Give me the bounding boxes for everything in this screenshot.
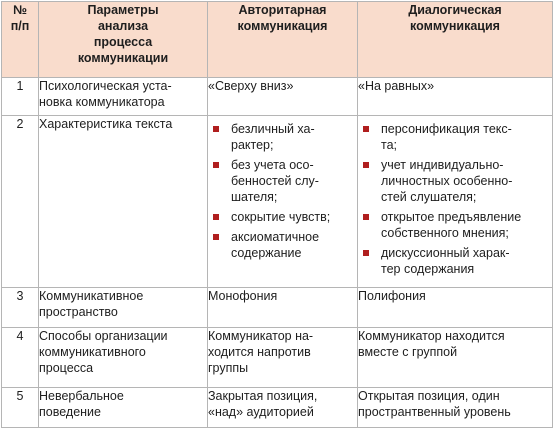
- cell-line: аксиоматичное: [231, 230, 320, 244]
- row-dialogic: [358, 328, 553, 388]
- row-authoritarian: [208, 288, 358, 328]
- table-row: [2, 328, 553, 388]
- bullet-square-icon: [363, 126, 369, 132]
- cell-line: учет индивидуально-: [381, 158, 504, 172]
- cell-line: процесса: [39, 361, 94, 375]
- table-row: [2, 388, 553, 428]
- list-item: [363, 157, 552, 205]
- row-dialogic: [358, 288, 553, 328]
- list-item: [213, 121, 357, 153]
- header-params-line: процесса: [93, 35, 153, 49]
- header-dialogic-line: коммуникация: [410, 19, 500, 33]
- header-num-line: №: [13, 3, 27, 17]
- bullet-square-icon: [363, 214, 369, 220]
- cell-line: пространтвенный уровень: [358, 405, 511, 419]
- header-num: [2, 2, 39, 78]
- cell-line: персонификация текс-: [381, 122, 512, 136]
- cell-line: тер содержания: [381, 262, 475, 276]
- header-num-line: п/п: [10, 19, 30, 33]
- row-number: 2: [2, 116, 39, 288]
- comparison-table: [1, 1, 553, 428]
- header-authoritarian: [208, 2, 358, 78]
- cell-line: та;: [381, 138, 398, 152]
- header-params: [39, 2, 208, 78]
- cell-line: шателя;: [231, 190, 278, 204]
- cell-line: Характеристика текста: [39, 117, 173, 131]
- row-authoritarian: [208, 78, 358, 116]
- cell-line: Открытая позиция, один: [358, 389, 500, 403]
- row-parameter: [39, 328, 208, 388]
- header-dialogic: [358, 2, 553, 78]
- cell-line: безличный ха-: [231, 122, 315, 136]
- cell-line: Коммуникативное: [39, 289, 144, 303]
- bullet-square-icon: [363, 250, 369, 256]
- cell-line: дискуссионный харак-: [381, 246, 510, 260]
- bullet-square-icon: [213, 214, 219, 220]
- header-params-line: Параметры: [87, 3, 159, 17]
- bullet-square-icon: [363, 162, 369, 168]
- bullet-square-icon: [213, 162, 219, 168]
- list-item: [363, 121, 552, 153]
- list-item: [213, 229, 357, 261]
- table-row: [2, 78, 553, 116]
- cell-line: группы: [208, 361, 249, 375]
- row-number: 3: [2, 288, 39, 328]
- table-row: [2, 288, 553, 328]
- cell-line: «Сверху вниз»: [208, 79, 294, 93]
- cell-line: собственного мнения;: [381, 226, 509, 240]
- cell-line: пространство: [39, 305, 118, 319]
- row-parameter: [39, 388, 208, 428]
- cell-line: коммуникативного: [39, 345, 146, 359]
- header-row: [2, 2, 553, 78]
- list-item: [213, 209, 357, 225]
- cell-line: Невербальное: [39, 389, 124, 403]
- cell-line: личностных особенно-: [381, 174, 513, 188]
- row-authoritarian: [208, 116, 358, 288]
- list-item: [363, 245, 552, 277]
- bullet-square-icon: [213, 234, 219, 240]
- cell-line: Закрытая позиция,: [208, 389, 318, 403]
- cell-line: сокрытие чувств;: [231, 210, 331, 224]
- cell-line: новка коммуникатора: [39, 95, 165, 109]
- row-parameter: [39, 116, 208, 288]
- header-params-line: коммуникации: [77, 51, 169, 65]
- header-params-line: анализа: [97, 19, 149, 33]
- cell-line: ходится напротив: [208, 345, 311, 359]
- list-item: [213, 157, 357, 205]
- cell-line: рактер;: [231, 138, 274, 152]
- list-item: [363, 209, 552, 241]
- row-dialogic: [358, 388, 553, 428]
- cell-line: Способы организации: [39, 329, 168, 343]
- cell-line: «На равных»: [358, 79, 435, 93]
- header-authoritarian-line: Авторитарная: [238, 3, 327, 17]
- row-number: 1: [2, 78, 39, 116]
- row-dialogic: [358, 116, 553, 288]
- cell-line: вместе с группой: [358, 345, 458, 359]
- row-authoritarian: [208, 388, 358, 428]
- row-number: 5: [2, 388, 39, 428]
- cell-line: Монофония: [208, 289, 278, 303]
- table-row: [2, 116, 553, 288]
- cell-line: содержание: [231, 246, 302, 260]
- header-dialogic-line: Диалогическая: [408, 3, 502, 17]
- cell-line: Коммуникатор находится: [358, 329, 505, 343]
- cell-line: без учета осо-: [231, 158, 314, 172]
- cell-line: стей слушателя;: [381, 190, 477, 204]
- bullet-list: [208, 121, 357, 261]
- cell-line: «над» аудиторией: [208, 405, 314, 419]
- cell-line: Коммуникатор на-: [208, 329, 314, 343]
- header-authoritarian-line: коммуникация: [237, 19, 328, 33]
- row-parameter: [39, 78, 208, 116]
- row-parameter: [39, 288, 208, 328]
- bullet-square-icon: [213, 126, 219, 132]
- row-dialogic: [358, 78, 553, 116]
- row-number: 4: [2, 328, 39, 388]
- cell-line: Полифония: [358, 289, 426, 303]
- cell-line: поведение: [39, 405, 101, 419]
- cell-line: открытое предъявление: [381, 210, 522, 224]
- cell-line: Психологическая уста-: [39, 79, 172, 93]
- cell-line: бенностей слу-: [231, 174, 319, 188]
- row-authoritarian: [208, 328, 358, 388]
- bullet-list: [358, 121, 552, 277]
